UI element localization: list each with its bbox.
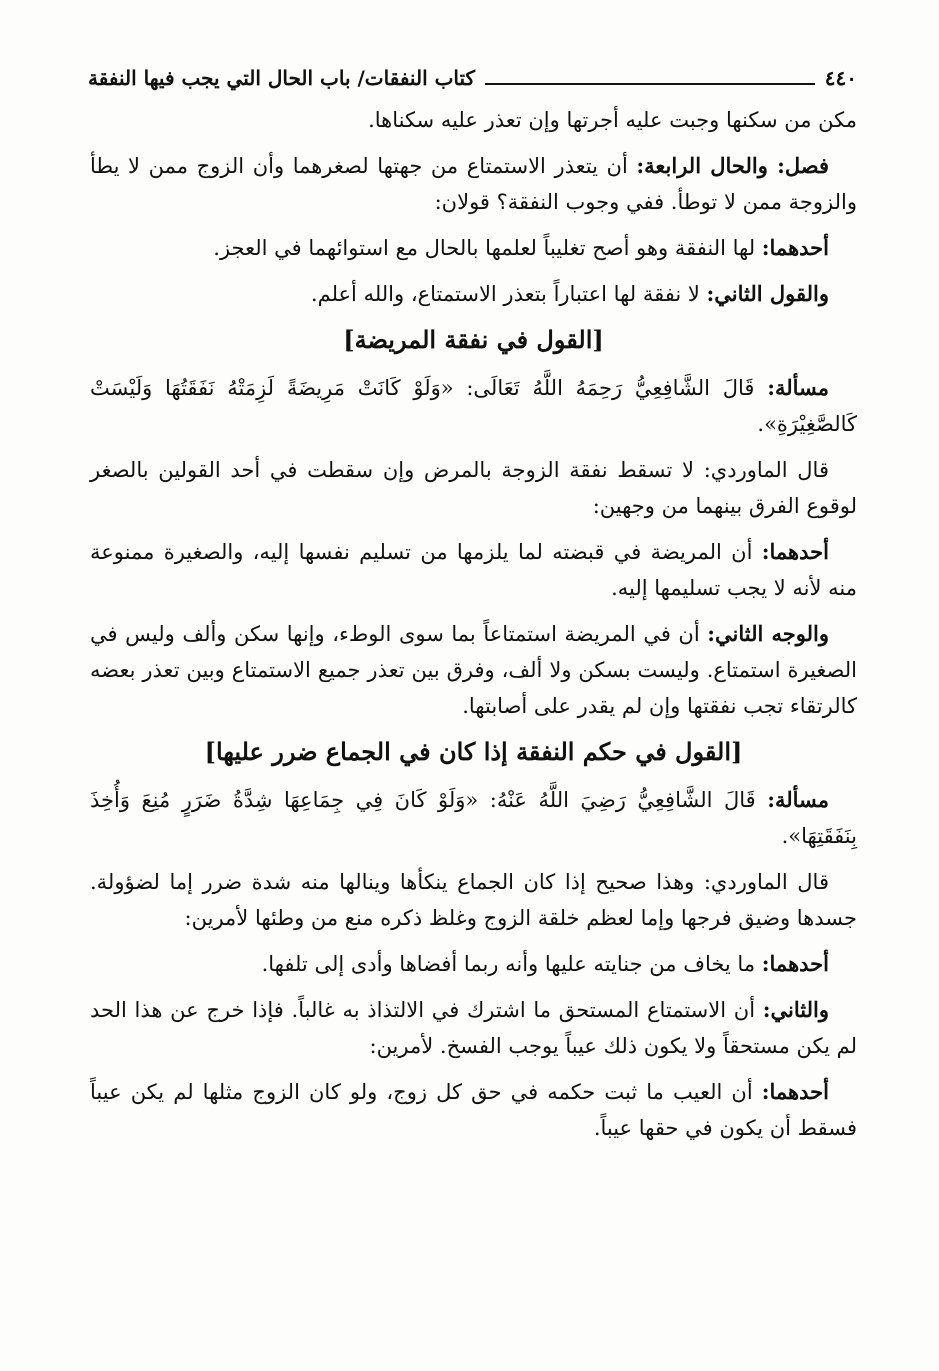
paragraph (90, 864, 857, 936)
paragraph-text: قال الماوردي: لا تسقط نفقة الزوجة بالمرض وإن سقطت في أحد القولين بالصغر لوقوع الفرق بينهما من وجهين: (90, 458, 857, 518)
paragraph-lead: أحدهما: (761, 235, 829, 260)
paragraph (90, 1074, 857, 1146)
paragraph-lead: مسألة: (767, 787, 829, 812)
paragraph-text: أن العيب ما ثبت حكمه في حق كل زوج، ولو كان الزوج مثلها لم يكن عيباً فسقط أن يكون في حقها عيباً. (90, 1080, 857, 1140)
paragraph-lead: والقول الثاني: (706, 281, 829, 306)
paragraph-lead: أحدهما: (761, 1079, 829, 1104)
header-page-number: ٤٤٠ (824, 66, 857, 90)
paragraph-text: أن يتعذر الاستمتاع من جهتها لصغرهما وأن الزوج ممن لا يطأ والزوجة ممن لا توطأ. ففي وجوب النفقة؟ قولان: (90, 154, 857, 214)
paragraph-text: قَالَ الشَّافِعِيُّ رَحِمَهُ اللَّهُ تَعَالَى: «وَلَوْ كَانَتْ مَرِيضَةً لَزِمَتْهُ نَفَقَتُهَا وَلَيْسَتْ كَالصَّغِيْرَةِ». (90, 376, 857, 436)
paragraph-lead: فصل: والحال الرابعة: (636, 153, 829, 178)
paragraph-text: قَالَ الشَّافِعِيُّ رَضِيَ اللَّهُ عَنْهُ: «وَلَوْ كَانَ فِي جِمَاعِهَا شِدَّةُ ضَرَرٍ مُنِعَ وَأُخِذَ بِنَفَقَتِهَا». (90, 788, 857, 848)
paragraph-text: قال الماوردي: وهذا صحيح إذا كان الجماع ينكأها وينالها منه شدة ضرر إما لضؤولة. جسدها وضيق فرجها وإما لعظم خلقة الزوج وغلظ ذكره منع من وطئها لأمرين: (90, 870, 857, 930)
paragraph-lead: والثاني: (762, 997, 829, 1022)
paragraph-lead: أحدهما: (761, 951, 829, 976)
paragraph-text: أن الاستمتاع المستحق ما اشترك في الالتذاذ به غالباً. فإذا خرج عن هذا الحد لم يكن مستحقاً ولا يكون ذلك عيباً يوجب الفسخ. لأمرين: (90, 998, 857, 1058)
paragraph (90, 534, 857, 606)
section-heading: [القول في نفقة المريضة] (343, 325, 604, 354)
paragraph (90, 452, 857, 524)
header-rule (485, 71, 815, 85)
paragraph-text: لها النفقة وهو أصح تغليباً لعلمها بالحال مع استوائهما في العجز. (213, 236, 756, 260)
paragraph (90, 276, 857, 312)
section-heading: [القول في حكم النفقة إذا كان في الجماع ضرر عليها] (204, 737, 743, 766)
paragraph-lead: أحدهما: (761, 539, 829, 564)
paragraph (90, 148, 857, 220)
paragraph-text: مكن من سكنها وجبت عليه أجرتها وإن تعذر عليه سكناها. (368, 108, 857, 132)
paragraph-text: ما يخاف من جنايته عليها وأنه ربما أفضاها وأدى إلى تلفها. (261, 952, 756, 976)
paragraph (90, 230, 857, 266)
paragraph (90, 782, 857, 854)
paragraph-text: أن في المريضة استمتاعاً بما سوى الوطء، وإنها سكن وألف وليس في الصغيرة استمتاع. وليست بسكن ولا ألف، وفرق بين تعذر جميع الاستمتاع وبين تعذر بعضه كالرتقاء تجب نفقتها وإن لم يقدر على أصابتها. (90, 622, 857, 718)
paragraph-lead: مسألة: (767, 375, 829, 400)
paragraph-lead: والوجه الثاني: (707, 621, 829, 646)
page-body (90, 102, 857, 1156)
paragraph (90, 992, 857, 1064)
paragraph (90, 616, 857, 724)
paragraph (90, 102, 857, 138)
header-title: كتاب النفقات/ باب الحال التي يجب فيها النفقة (88, 66, 476, 90)
paragraph-text: أن المريضة في قبضته لما يلزمها من تسليم نفسها إليه، والصغيرة ممنوعة منه لأنه لا يجب تسليمها إليه. (90, 540, 857, 600)
paragraph-text: لا نفقة لها اعتباراً بتعذر الاستمتاع، والله أعلم. (310, 282, 700, 306)
running-header (88, 66, 857, 90)
paragraph (90, 946, 857, 982)
paragraph (90, 370, 857, 442)
